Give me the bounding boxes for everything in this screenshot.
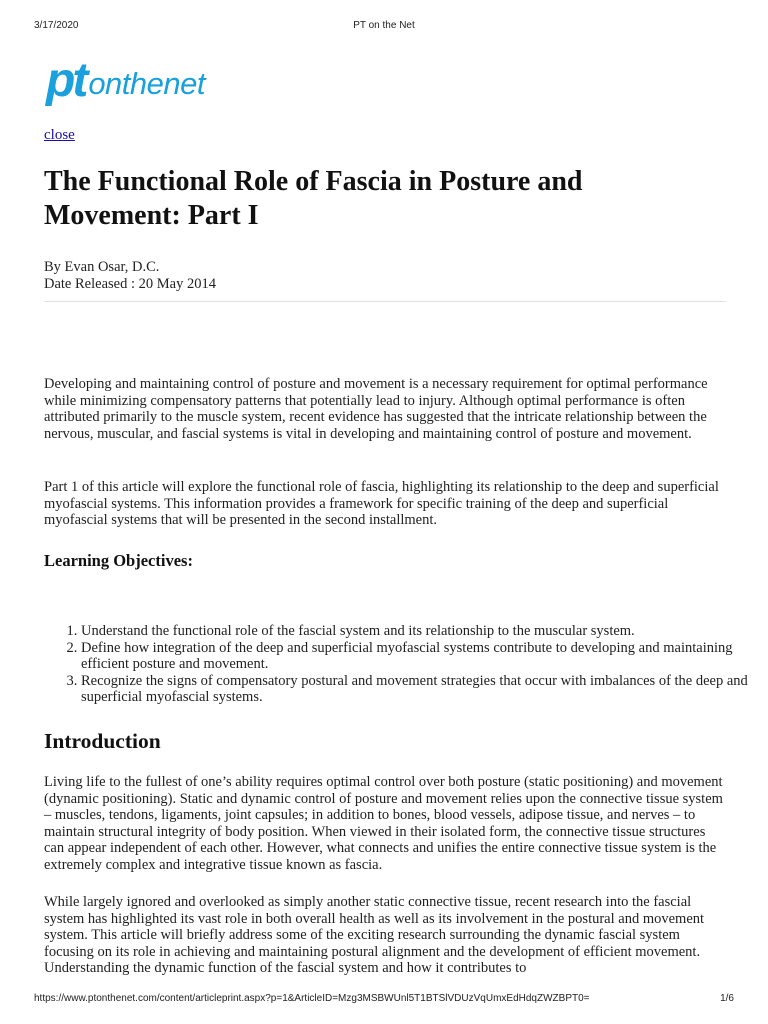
paragraph-overview: Developing and maintaining control of posture and movement is a necessary requirement for optimal performance while minimizing compensatory patterns that potentially lead to injury. Although optimal performance is often attributed primarily to the muscle system, recent evidence has suggested that the intricate relationship between the nervous, muscular, and fascial systems is vital in developing and maintaining control of posture and movement. [44,376,708,442]
paragraph-intro-1: Living life to the fullest of one’s ability requires optimal control over both posture (static positioning) and movement (dynamic positioning). Static and dynamic control of posture and movement relies upon the connective tissue system – muscles, tendons, ligaments, joint capsules; in addition to bones, blood vessels, adipose tissue, and nerves – to maintain structural integrity of body position. When viewed in their isolated form, the connective tissue structures can appear independent of each other. However, what connects and unifies the entire connective tissue system is the extremely complex and integrative tissue known as fascia. [44,774,723,873]
paragraph-intro-2: While largely ignored and overlooked as simply another static connective tissue, recent research into the fascial system has highlighted its vast role in both overall health as well as its involvement in the postural and movement system. This article will briefly address some of the exciting research surrounding the dynamic fascial system focusing on its role in achieving and maintaining postural alignment and the development of efficient movement. Understanding the dynamic function of the fascial system and how it contributes to [44,894,705,976]
print-footer [34,993,734,1007]
print-page-title: PT on the Net [353,20,415,31]
objective-item: 3. Recognize the signs of compensatory postural and movement strategies that occur with imbalances of the deep and superficial myofascial systems. [81,673,765,706]
logo-onthenet: onthenet [88,66,205,101]
article-byline: By Evan Osar, D.C. [44,259,160,275]
objective-item: 1. Understand the functional role of the fascial system and its relationship to the muscular system. [81,623,765,640]
close-link[interactable]: close [44,127,75,143]
learning-objectives-list [44,623,765,706]
objective-item: 2. Define how integration of the deep and superficial myofascial systems contribute to developing and maintaining efficient posture and movement. [81,640,765,673]
print-header [34,20,734,34]
print-page-number: 1/6 [720,993,734,1004]
ptonthenet-logo [46,45,205,105]
header-divider [44,301,726,302]
learning-objectives-heading: Learning Objectives: [44,551,193,570]
introduction-heading: Introduction [44,729,161,753]
logo-pt: pt [46,54,86,107]
print-url: https://www.ptonthenet.com/content/articleprint.aspx?p=1&ArticleID=Mzg3MSBWUnl5T1BTSlVDUzVqUmxEdHdqZWZBPT0= [34,993,590,1004]
article-title: The Functional Role of Fascia in Posture and Movement: Part I [44,166,583,231]
article-meta [44,259,216,293]
print-date: 3/17/2020 [34,20,79,31]
paragraph-part-one: Part 1 of this article will explore the functional role of fascia, highlighting its relationship to the deep and superficial myofascial systems. This information provides a framework for specific training of the deep and superficial myofascial systems that will be presented in the second installment. [44,479,719,528]
article-date-released: Date Released : 20 May 2014 [44,276,216,292]
